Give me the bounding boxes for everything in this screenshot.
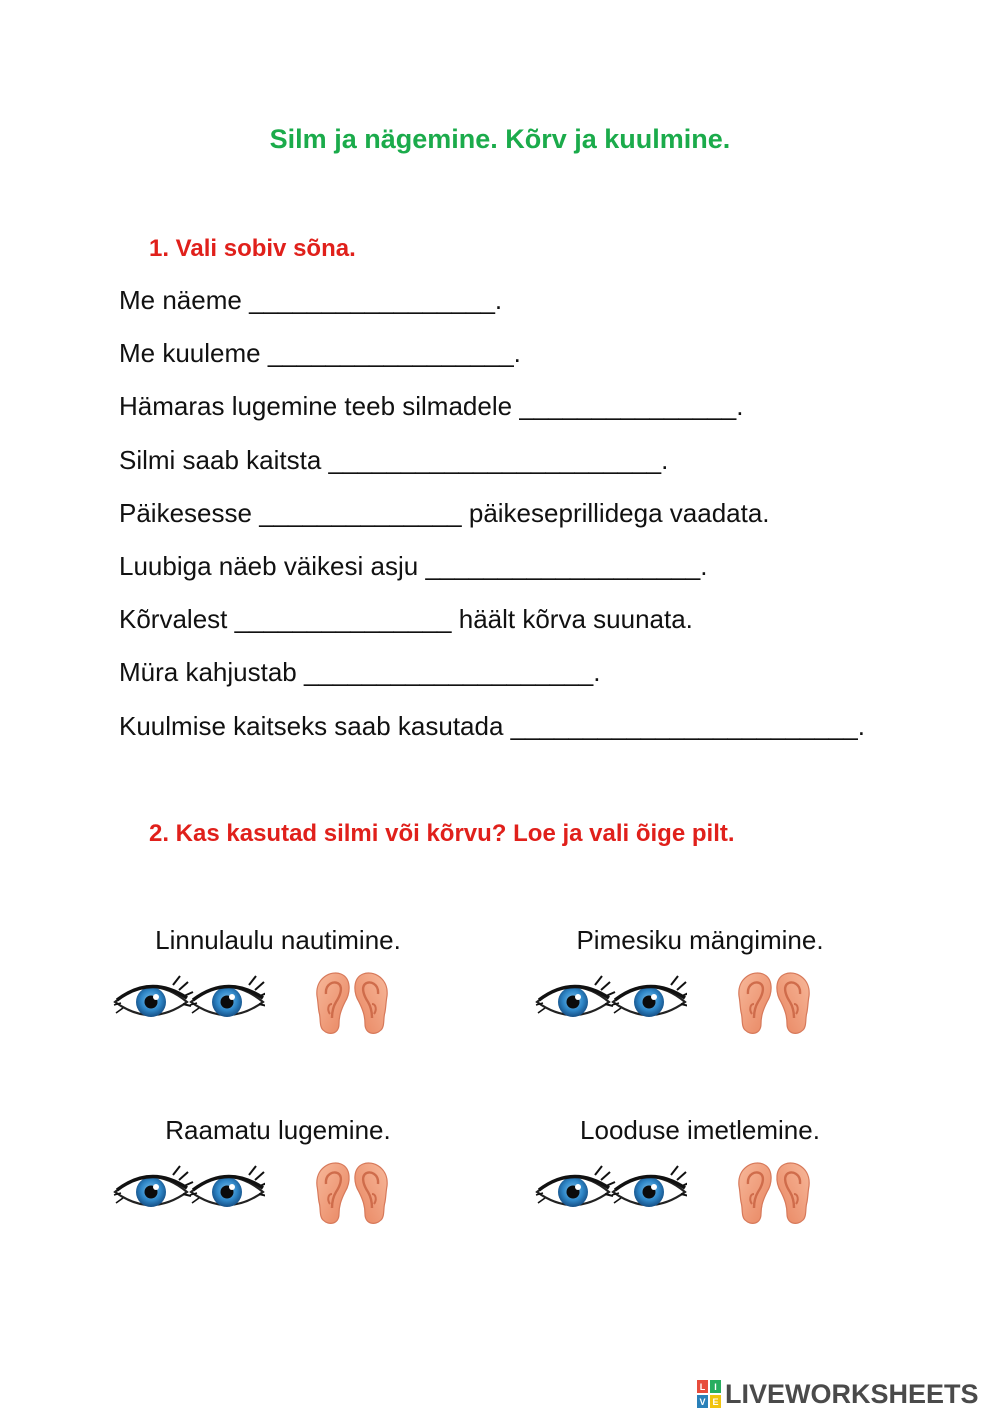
eyes-option-icon[interactable]	[535, 1160, 687, 1224]
answer-blank[interactable]: ______________	[259, 497, 462, 528]
answer-blank[interactable]: _______________	[519, 391, 737, 422]
answer-blank[interactable]: ________________________	[510, 710, 858, 741]
sentence-text: Me kuuleme	[119, 338, 268, 369]
sentence-8	[119, 656, 865, 709]
sentence-text: .	[700, 550, 708, 581]
sentence-5	[119, 497, 865, 550]
sentence-text: Me näeme	[119, 285, 250, 315]
answer-blank[interactable]: _________________	[249, 285, 495, 315]
sentence-7	[119, 603, 865, 656]
sentence-3	[119, 390, 865, 443]
answer-choices	[535, 970, 865, 1040]
sentence-text: Kõrvalest	[119, 604, 235, 635]
logo-mark-icon	[697, 1380, 721, 1408]
answer-blank[interactable]: _________________	[267, 338, 514, 369]
svg-text:I: I	[714, 1382, 717, 1392]
sentence-text: Silmi saab kaitsta	[119, 444, 329, 475]
activity-2	[535, 925, 865, 1040]
liveworksheets-logo[interactable]	[697, 1377, 979, 1411]
fill-in-sentences	[119, 284, 865, 763]
sentence-4	[119, 444, 865, 497]
ears-option-icon[interactable]	[731, 970, 817, 1036]
answer-blank[interactable]: ____________________	[303, 657, 594, 688]
eyes-option-icon[interactable]	[113, 970, 265, 1034]
answer-choices	[113, 970, 443, 1040]
sentence-text: Kuulmise kaitseks saab kasutada	[119, 710, 511, 741]
section2-heading: 2. Kas kasutad silmi või kõrvu? Loe ja vali õige pilt.	[149, 820, 735, 847]
answer-blank[interactable]: ___________________	[425, 550, 701, 581]
activity-label: Looduse imetlemine.	[580, 1115, 820, 1145]
eyes-option-icon[interactable]	[113, 1160, 265, 1224]
sentence-2	[119, 337, 865, 390]
sentence-6	[119, 550, 865, 603]
answer-blank[interactable]: _______________________	[328, 444, 662, 475]
sentence-1	[119, 284, 865, 337]
sentence-text: häält kõrva suunata.	[451, 604, 693, 635]
svg-text:V: V	[699, 1397, 706, 1407]
sentence-text: Luubiga näeb väikesi asju	[119, 550, 426, 581]
sentence-text: .	[736, 391, 744, 422]
ears-option-icon[interactable]	[309, 1160, 395, 1226]
svg-text:L: L	[699, 1382, 706, 1392]
sentence-text: .	[661, 444, 669, 475]
worksheet-title: Silm ja nägemine. Kõrv ja kuulmine.	[269, 124, 731, 154]
answer-blank[interactable]: _______________	[234, 604, 452, 635]
sentence-9	[119, 710, 865, 763]
activity-3	[113, 1115, 443, 1230]
section1-heading: 1. Vali sobiv sõna.	[149, 235, 356, 262]
svg-text:E: E	[712, 1397, 719, 1407]
activity-label: Linnulaulu nautimine.	[155, 925, 401, 955]
activity-label: Raamatu lugemine.	[165, 1115, 391, 1145]
answer-choices	[113, 1160, 443, 1230]
sentence-text: .	[513, 338, 521, 369]
sentence-text: Müra kahjustab	[119, 657, 304, 688]
activity-4	[535, 1115, 865, 1230]
ears-option-icon[interactable]	[731, 1160, 817, 1226]
logo-text: LIVEWORKSHEETS	[725, 1378, 979, 1409]
eyes-option-icon[interactable]	[535, 970, 687, 1034]
ears-option-icon[interactable]	[309, 970, 395, 1036]
sentence-text: Hämaras lugemine teeb silmadele	[119, 391, 520, 422]
activity-label: Pimesiku mängimine.	[576, 925, 824, 955]
sentence-text: päikeseprillidega vaadata.	[461, 497, 770, 528]
sentence-text: .	[494, 285, 503, 315]
sentence-text: .	[857, 710, 865, 741]
activity-1	[113, 925, 443, 1040]
answer-choices	[535, 1160, 865, 1230]
sentence-text: .	[593, 657, 601, 688]
sentence-text: Päikesesse	[119, 497, 260, 528]
